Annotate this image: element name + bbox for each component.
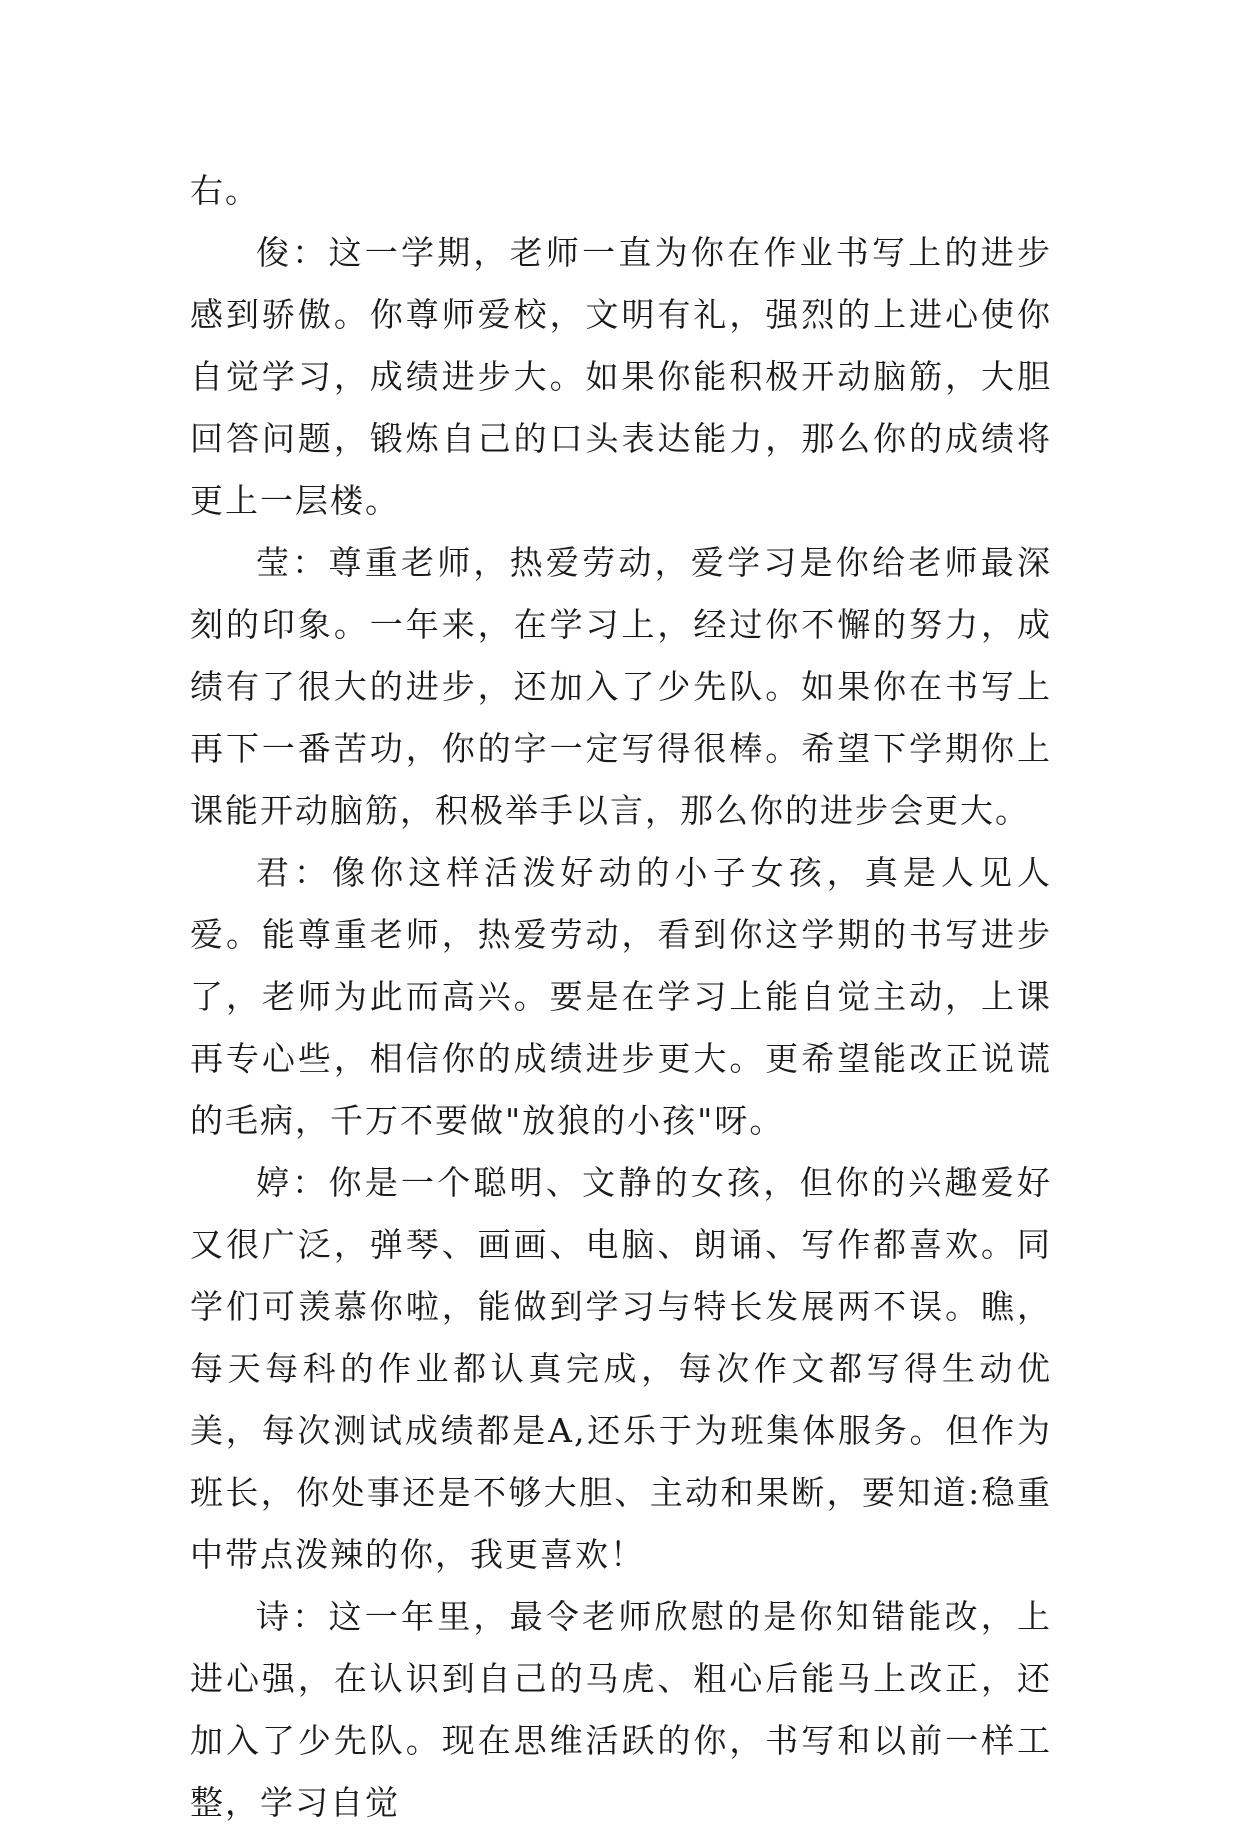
comment-ying: 莹：尊重老师，热爱劳动，爱学习是你给老师最深刻的印象。一年来，在学习上，经过你不懈的努力，成绩有了很大的进步，还加入了少先队。如果你在书写上再下一番苦功，你的字一定写得很棒。希望下学期你上课能开动脑筋，积极举手以言，那么你的进步会更大。 [190, 543, 1052, 830]
comment-jun-girl: 君：像你这样活泼好动的小子女孩，真是人见人爱。能尊重老师，热爱劳动，看到你这学期的书写进步了，老师为此而高兴。要是在学习上能自觉主动，上课再专心些，相信你的成绩进步更大。更希望能改正说谎的毛病，千万不要做"放狼的小孩"呀。 [190, 853, 1052, 1140]
document-body [190, 160, 1052, 1834]
comment-shi: 诗：这一年里，最令老师欣慰的是你知错能改，上进心强，在认识到自己的马虎、粗心后能马上改正，还加入了少先队。现在思维活跃的你，书写和以前一样工整，学习自觉 [190, 1597, 1052, 1822]
paragraph-continuation: 右。 [190, 171, 260, 210]
comment-ting: 婷：你是一个聪明、文静的女孩，但你的兴趣爱好又很广泛，弹琴、画画、电脑、朗诵、写作都喜欢。同学们可羡慕你啦，能做到学习与特长发展两不误。瞧，每天每科的作业都认真完成，每次作文都写得生动优美，每次测试成绩都是A,还乐于为班集体服务。但作为班长，你处事还是不够大胆、主动和果断，要知道:稳重中带点泼辣的你，我更喜欢！ [190, 1163, 1052, 1574]
comment-jun: 俊：这一学期，老师一直为你在作业书写上的进步感到骄傲。你尊师爱校，文明有礼，强烈的上进心使你自觉学习，成绩进步大。如果你能积极开动脑筋，大胆回答问题，锻炼自己的口头表达能力，那么你的成绩将更上一层楼。 [190, 233, 1052, 520]
